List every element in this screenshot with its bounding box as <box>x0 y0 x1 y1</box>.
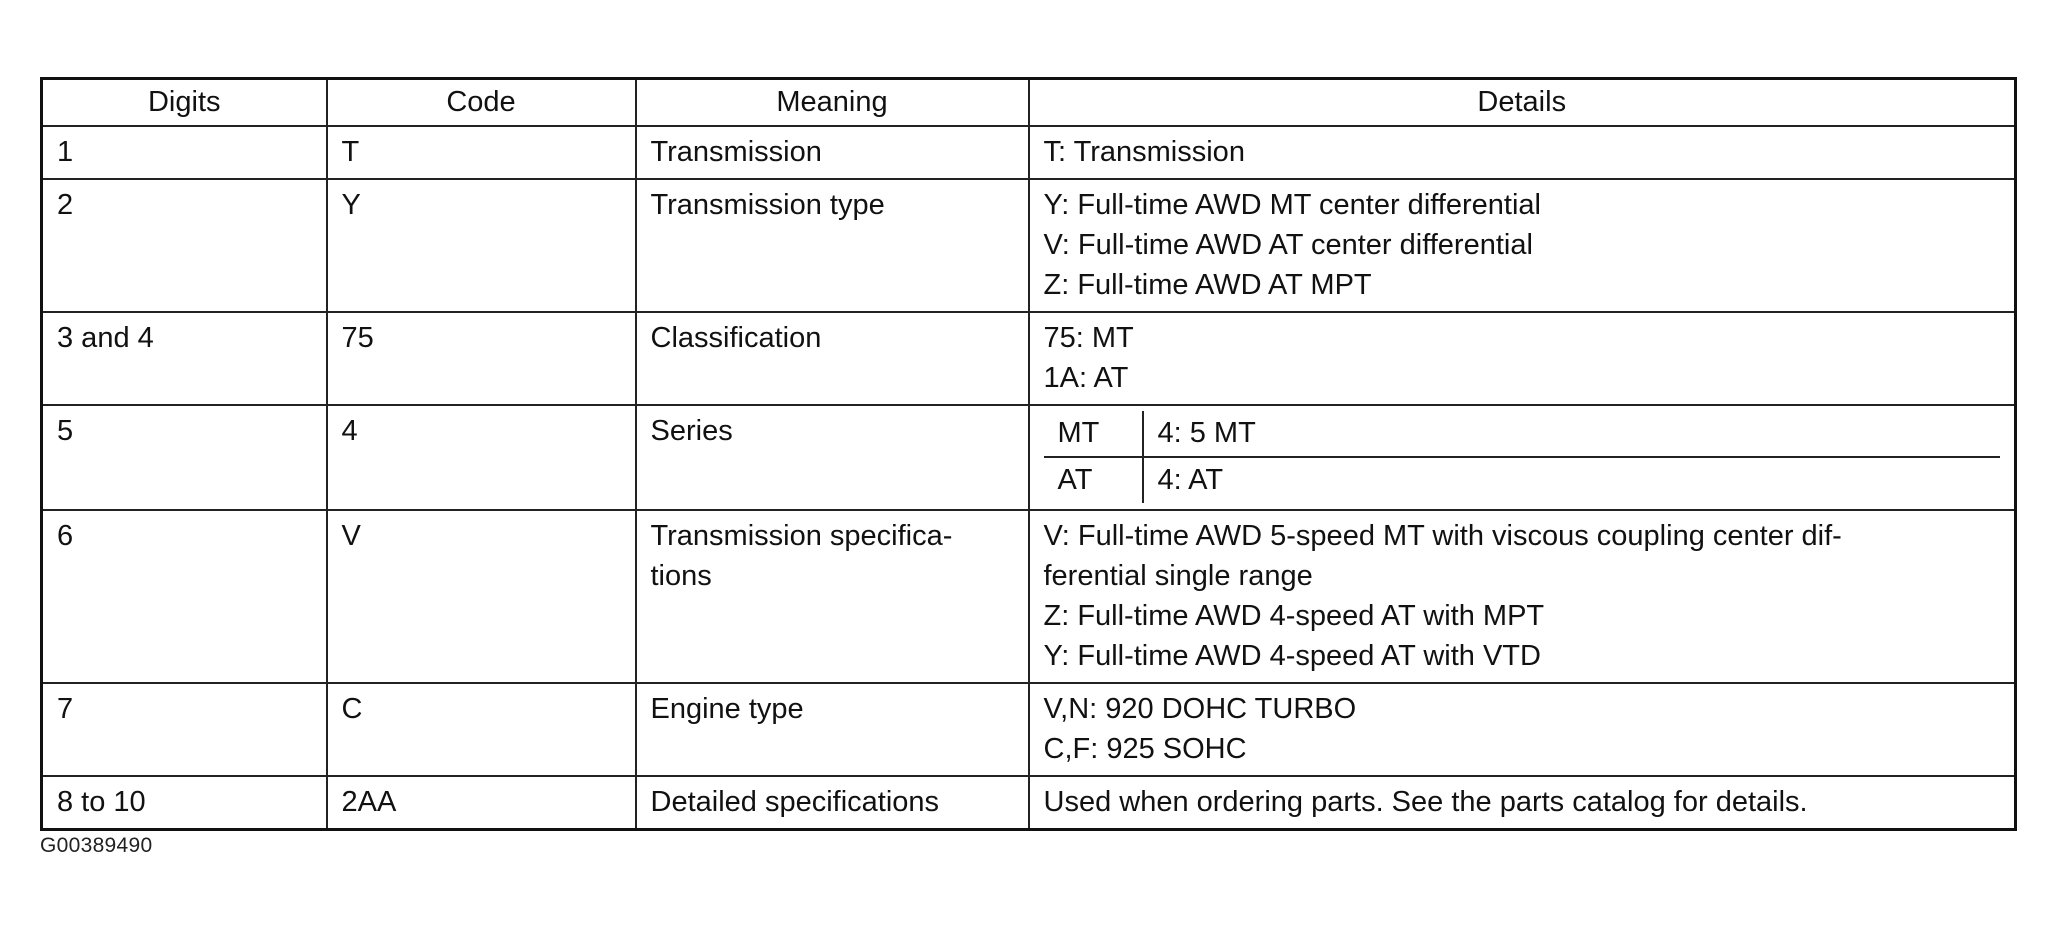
cell-digits: 2 <box>42 179 327 312</box>
cell-details <box>1029 312 2016 405</box>
table-row <box>42 179 2016 312</box>
header-digits: Digits <box>42 79 327 127</box>
cell-digits: 6 <box>42 510 327 683</box>
detail-line: T: Transmission <box>1043 136 1245 168</box>
cell-details-series <box>1029 405 2016 510</box>
table-row <box>42 683 2016 776</box>
series-row-mt <box>1044 411 2001 457</box>
cell-code: 75 <box>327 312 636 405</box>
series-subtable <box>1044 411 2001 503</box>
cell-meaning: Engine type <box>636 683 1029 776</box>
series-kind: AT <box>1044 457 1143 503</box>
cell-code: 4 <box>327 405 636 510</box>
cell-meaning: Series <box>636 405 1029 510</box>
detail-line: C,F: 925 SOHC <box>1043 733 1247 765</box>
cell-details <box>1029 126 2016 179</box>
detail-line: Z: Full-time AWD AT MPT <box>1043 269 1372 301</box>
table-row <box>42 126 2016 179</box>
detail-line: V: Full-time AWD AT center differential <box>1043 229 1533 261</box>
cell-digits: 8 to 10 <box>42 776 327 830</box>
cell-details <box>1029 683 2016 776</box>
transmission-code-table <box>40 77 2017 831</box>
detail-line: 1A: AT <box>1043 362 1129 394</box>
table-header-row <box>42 79 2016 127</box>
meaning-line: tions <box>650 560 712 592</box>
header-details: Details <box>1029 79 2016 127</box>
cell-code: C <box>327 683 636 776</box>
detail-line: Y: Full-time AWD 4-speed AT with VTD <box>1043 640 1541 672</box>
meaning-line: Transmission specifica- <box>650 520 953 552</box>
cell-code: Y <box>327 179 636 312</box>
figure-id-caption: G00389490 <box>40 834 153 857</box>
cell-details <box>1029 179 2016 312</box>
series-kind: MT <box>1044 411 1143 457</box>
cell-digits: 7 <box>42 683 327 776</box>
cell-digits: 5 <box>42 405 327 510</box>
cell-meaning: Classification <box>636 312 1029 405</box>
cell-code: 2AA <box>327 776 636 830</box>
detail-line: Y: Full-time AWD MT center differential <box>1043 189 1541 221</box>
table-row <box>42 405 2016 510</box>
cell-meaning: Transmission <box>636 126 1029 179</box>
header-code: Code <box>327 79 636 127</box>
table-row <box>42 312 2016 405</box>
cell-details <box>1029 510 2016 683</box>
series-value: 4: 5 MT <box>1143 411 2001 457</box>
cell-meaning: Detailed specifications <box>636 776 1029 830</box>
cell-code: T <box>327 126 636 179</box>
detail-line: V,N: 920 DOHC TURBO <box>1043 693 1357 725</box>
cell-meaning: Transmission type <box>636 179 1029 312</box>
detail-line: ferential single range <box>1043 560 1313 592</box>
table-row <box>42 510 2016 683</box>
series-row-at <box>1044 457 2001 503</box>
detail-line: 75: MT <box>1043 322 1134 354</box>
cell-digits: 1 <box>42 126 327 179</box>
detail-line: V: Full-time AWD 5-speed MT with viscous coupling center dif- <box>1043 520 1842 552</box>
cell-meaning <box>636 510 1029 683</box>
cell-code: V <box>327 510 636 683</box>
cell-digits: 3 and 4 <box>42 312 327 405</box>
series-value: 4: AT <box>1157 464 1224 496</box>
table-row <box>42 776 2016 830</box>
cell-details <box>1029 776 2016 830</box>
detail-line: Used when ordering parts. See the parts catalog for details. <box>1043 786 1808 818</box>
header-meaning: Meaning <box>636 79 1029 127</box>
detail-line: Z: Full-time AWD 4-speed AT with MPT <box>1043 600 1545 632</box>
